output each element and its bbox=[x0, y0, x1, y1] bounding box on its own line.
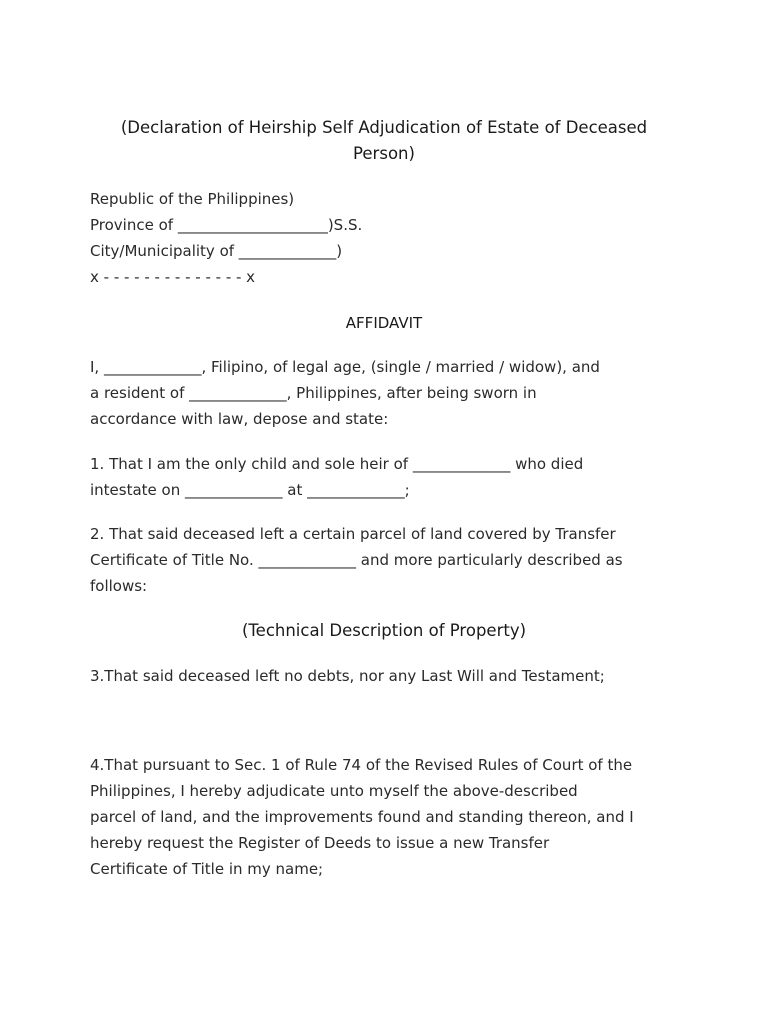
title-line: Person) bbox=[353, 144, 415, 163]
document-title bbox=[90, 115, 678, 167]
paragraph-line: intestate on _____________ at _____________; bbox=[90, 481, 410, 499]
paragraph-line: accordance with law, depose and state: bbox=[90, 410, 389, 428]
paragraph-1 bbox=[90, 451, 690, 503]
paragraph-line: parcel of land, and the improvements found and standing thereon, and I bbox=[90, 808, 634, 826]
title-line: (Declaration of Heirship Self Adjudication of Estate of Deceased bbox=[120, 118, 648, 137]
venue-line: Province of ____________________)S.S. bbox=[90, 216, 363, 234]
venue-line: Republic of the Philippines) bbox=[90, 190, 295, 208]
paragraph-line: hereby request the Register of Deeds to issue a new Transfer bbox=[90, 834, 550, 852]
paragraph-line: Certificate of Title No. _____________ and more particularly described as bbox=[90, 551, 623, 569]
venue-line: City/Municipality of _____________) bbox=[90, 242, 343, 260]
paragraph-line: 4.That pursuant to Sec. 1 of Rule 74 of the Revised Rules of Court of the bbox=[90, 756, 633, 774]
technical-description-heading: (Technical Description of Property) bbox=[241, 621, 527, 640]
paragraph-line: 2. That said deceased left a certain parcel of land covered by Transfer bbox=[90, 525, 616, 543]
intro-paragraph bbox=[90, 354, 690, 432]
paragraph-4 bbox=[90, 752, 690, 882]
paragraph-line: follows: bbox=[90, 577, 148, 595]
venue-block bbox=[90, 186, 690, 290]
paragraph-2 bbox=[90, 521, 690, 599]
paragraph-line: 1. That I am the only child and sole heir of _____________ who died bbox=[90, 455, 584, 473]
affidavit-heading: AFFIDAVIT bbox=[345, 314, 423, 332]
paragraph-line: Philippines, I hereby adjudicate unto myself the above-described bbox=[90, 782, 578, 800]
paragraph-line: a resident of _____________, Philippines, after being sworn in bbox=[90, 384, 537, 402]
paragraph-line: 3.That said deceased left no debts, nor any Last Will and Testament; bbox=[90, 667, 605, 685]
paragraph-line: Certificate of Title in my name; bbox=[90, 860, 324, 878]
venue-line: x - - - - - - - - - - - - - - x bbox=[90, 268, 256, 286]
paragraph-line: I, _____________, Filipino, of legal age, (single / married / widow), and bbox=[90, 358, 600, 376]
paragraph-3 bbox=[90, 663, 690, 689]
